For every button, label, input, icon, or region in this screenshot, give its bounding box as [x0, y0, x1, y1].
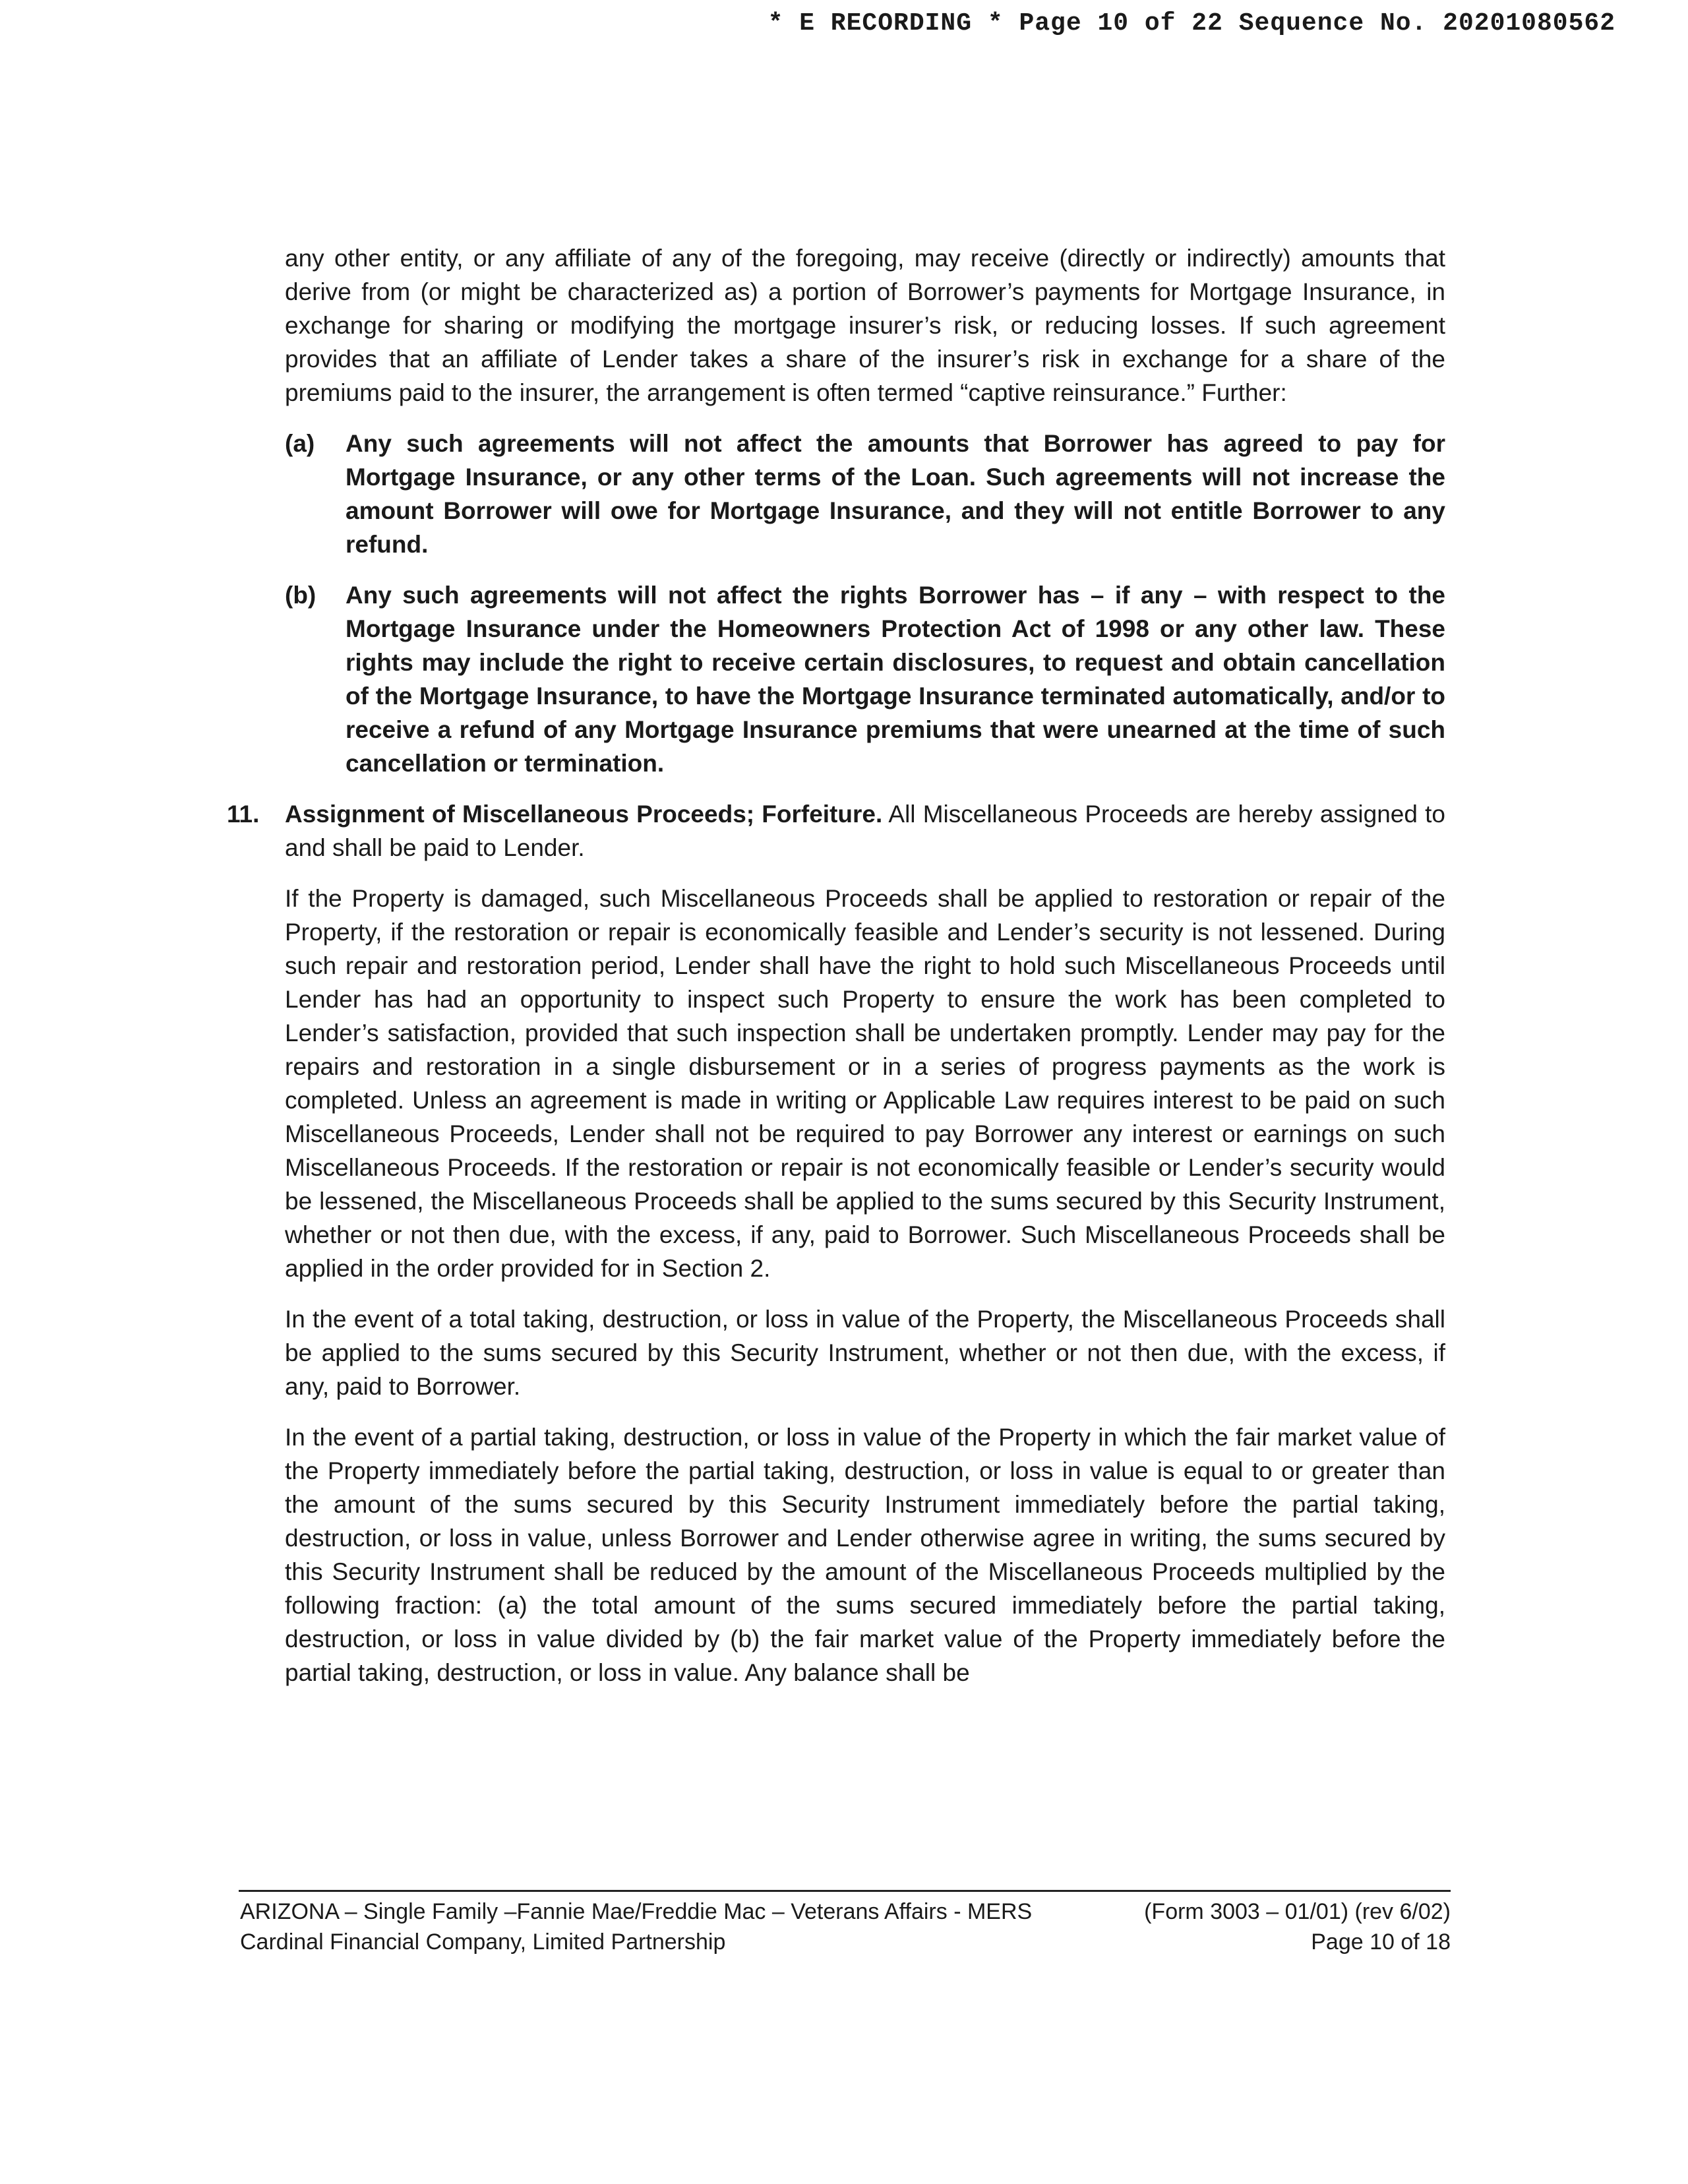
section-11	[227, 797, 1445, 864]
document-body	[227, 241, 1445, 1707]
list-item-b	[285, 578, 1445, 780]
footer-divider	[239, 1890, 1451, 1892]
section-paragraph-1: If the Property is damaged, such Miscellaneous Proceeds shall be applied to restoration or repair of the Property, if the restoration or repair is economically feasible and Lender’s security is not lessened. During such repair and restoration period, Lender shall have the right to hold such Miscellaneous Proceeds until Lender has had an opportunity to inspect such Property to ensure the work has been completed to Lender’s satisfaction, provided that such inspection shall be undertaken promptly. Lender may pay for the repairs and restoration in a single disbursement or in a series of progress payments as the work is completed. Unless an agreement is made in writing or Applicable Law requires interest to be paid on such Miscellaneous Proceeds, Lender shall not be required to pay Borrower any interest or earnings on such Miscellaneous Proceeds. If the restoration or repair is not economically feasible or Lender’s security would be lessened, the Miscellaneous Proceeds shall be applied to the sums secured by this Security Instrument, whether or not then due, with the excess, if any, paid to Borrower. Such Miscellaneous Proceeds shall be applied in the order provided for in Section 2.	[285, 885, 1445, 1282]
section-paragraph-2: In the event of a total taking, destruction, or loss in value of the Property, the Miscellaneous Proceeds shall be applied to the sums secured by this Security Instrument, whether or not then due, with the excess, if any, paid to Borrower.	[285, 1306, 1445, 1400]
footer-form-title: ARIZONA – Single Family –Fannie Mae/Freddie Mac – Veterans Affairs - MERS	[240, 1899, 1033, 1924]
footer-right	[1144, 1896, 1451, 1957]
footer-page-number: Page 10 of 18	[1311, 1929, 1451, 1955]
list-text-a: Any such agreements will not affect the amounts that Borrower has agreed to pay for Mortgage Insurance, or any other terms of the Loan. Such agreements will not increase the amount Borrower will owe for Mortgage Insurance, and they will not entitle Borrower to any refund.	[346, 430, 1445, 558]
section-number: 11.	[227, 801, 260, 828]
list-text-b: Any such agreements will not affect the rights Borrower has – if any – with respect to the Mortgage Insurance under the Homeowners Protection Act of 1998 or any other law. These rights may include the right to receive certain disclosures, to request and obtain cancellation of the Mortgage Insurance, to have the Mortgage Insurance terminated automatically, and/or to receive a refund of any Mortgage Insurance premiums that were unearned at the time of such cancellation or termination.	[346, 582, 1445, 777]
list-item-a	[285, 427, 1445, 561]
section-paragraph-3: In the event of a partial taking, destruction, or loss in value of the Property in which the fair market value of the Property immediately before the partial taking, destruction, or loss in value is equal to or greater than the amount of the sums secured by this Security Instrument immediately before the partial taking, destruction, or loss in value, unless Borrower and Lender otherwise agree in writing, the sums secured by this Security Instrument shall be reduced by the amount of the Miscellaneous Proceeds multiplied by the following fraction: (a) the total amount of the sums secured immediately before the partial taking, destruction, or loss in value divided by (b) the fair market value of the Property immediately before the partial taking, destruction, or loss in value. Any balance shall be	[285, 1424, 1445, 1686]
intro-paragraph: any other entity, or any affiliate of any of the foregoing, may receive (directly or indirectly) amounts that derive from (or might be characterized as) a portion of Borrower’s payments for Mortgage Insurance, in exchange for sharing or modifying the mortgage insurer’s risk, or reducing losses. If such agreement provides that an affiliate of Lender takes a share of the insurer’s risk in exchange for a share of the premiums paid to the insurer, the arrangement is often termed “captive reinsurance.” Further:	[285, 245, 1445, 406]
list-marker-b: (b)	[285, 582, 316, 609]
section-lead: All Miscellaneous Proceeds are hereby assigned to and shall be paid to Lender.	[285, 801, 1445, 861]
footer-left	[240, 1896, 1032, 1957]
list-marker-a: (a)	[285, 430, 315, 457]
footer-form-number: (Form 3003 – 01/01) (rev 6/02)	[1144, 1899, 1451, 1924]
footer-lender-name: Cardinal Financial Company, Limited Partnership	[240, 1929, 726, 1955]
section-heading: Assignment of Miscellaneous Proceeds; Forfeiture.	[285, 801, 883, 828]
recording-header: * E RECORDING * Page 10 of 22 Sequence No. 20201080562	[768, 9, 1615, 38]
